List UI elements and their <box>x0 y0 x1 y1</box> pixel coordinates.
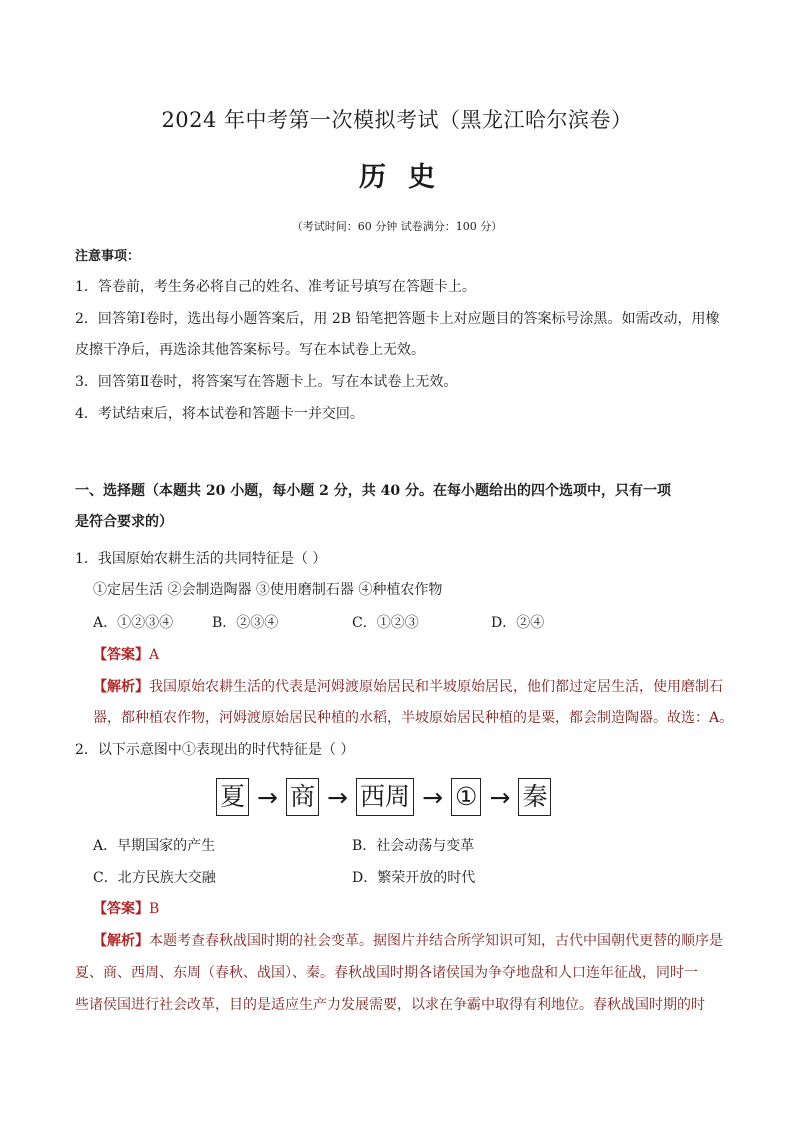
analysis-text: 些诸侯国进行社会改革，目的是适应生产力发展需要，以求在争霸中取得有利地位。春秋战国时期的时 <box>75 997 705 1013</box>
option-c: C．①②③ <box>352 615 419 631</box>
answer-line <box>93 645 159 665</box>
analysis-line <box>93 931 723 951</box>
dynasty-flow-diagram <box>216 777 551 817</box>
option-a: A．早期国家的产生 <box>93 838 216 854</box>
exam-meta: （考试时间：60 分钟 试卷满分：100 分） <box>291 220 503 233</box>
answer-tag: 【答案】 <box>93 901 149 917</box>
answer-tag: 【答案】 <box>93 647 149 663</box>
option-c: C．北方民族大交融 <box>93 870 216 886</box>
analysis-line <box>93 677 723 697</box>
section-heading: 一、选择题（本题共 20 小题，每小题 2 分，共 40 分。在每小题给出的四个选项中，只有一项 <box>75 483 671 499</box>
right-arrow-icon: → <box>257 782 278 812</box>
right-arrow-icon: → <box>489 782 511 812</box>
answer-line <box>93 899 159 919</box>
right-arrow-icon: → <box>422 782 444 812</box>
note-item: 3．回答第Ⅱ卷时，将答案写在答题卡上。写在本试卷上无效。 <box>75 374 458 390</box>
analysis-text: 夏、商、西周、东周（春秋、战国）、秦。春秋战国时期各诸侯国为争夺地盘和人口连年征战，同时一 <box>75 965 698 981</box>
analysis-tag: 【解析】 <box>93 933 149 949</box>
question-stem: 1．我国原始农耕生活的共同特征是（ ） <box>75 551 327 567</box>
flow-box-western-zhou: 西周 <box>356 778 414 816</box>
answer-value: A <box>149 647 160 663</box>
question-stem: 2．以下示意图中①表现出的时代特征是（ ） <box>75 742 355 758</box>
analysis-text: 器，都种植农作物，河姆渡原始居民种植的水稻，半坡原始居民种植的是粟，都会制造陶器。故选：A。 <box>93 710 734 726</box>
note-item: 4．考试结束后，将本试卷和答题卡一并交回。 <box>75 406 364 422</box>
analysis-text: 我国原始农耕生活的代表是河姆渡原始居民和半坡原始居民，他们都过定居生活，使用磨制石 <box>149 679 723 695</box>
flow-box-qin: 秦 <box>518 778 551 816</box>
subject-title: 历史 <box>359 162 457 193</box>
section-heading-cont: 是符合要求的） <box>75 514 173 530</box>
exam-title: 2024 年中考第一次模拟考试（黑龙江哈尔滨卷） <box>161 108 633 132</box>
flow-box-unknown: ① <box>451 778 481 816</box>
option-b: B．②③④ <box>212 615 279 631</box>
option-d: D．②④ <box>491 615 545 631</box>
option-a: A．①②③④ <box>93 615 174 631</box>
option-b: B．社会动荡与变革 <box>352 838 475 854</box>
notes-heading: 注意事项： <box>75 249 141 264</box>
note-item: 2．回答第Ⅰ卷时，选出每小题答案后，用 2B 铅笔把答题卡上对应题目的答案标号涂黑。如需改动，用橡 <box>75 311 720 327</box>
flow-box-shang: 商 <box>286 778 319 816</box>
note-item: 1．答卷前，考生务必将自己的姓名、准考证号填写在答题卡上。 <box>75 279 476 295</box>
option-d: D．繁荣开放的时代 <box>352 870 476 886</box>
analysis-text: 本题考查春秋战国时期的社会变革。据图片并结合所学知识可知，古代中国朝代更替的顺序是 <box>149 933 723 949</box>
flow-box-xia: 夏 <box>216 778 249 816</box>
question-statements: ①定居生活 ②会制造陶器 ③使用磨制石器 ④种植农作物 <box>93 582 443 598</box>
analysis-tag: 【解析】 <box>93 679 149 695</box>
note-item: 皮擦干净后，再选涂其他答案标号。写在本试卷上无效。 <box>75 342 425 358</box>
answer-value: B <box>149 901 160 917</box>
right-arrow-icon: → <box>327 782 348 812</box>
